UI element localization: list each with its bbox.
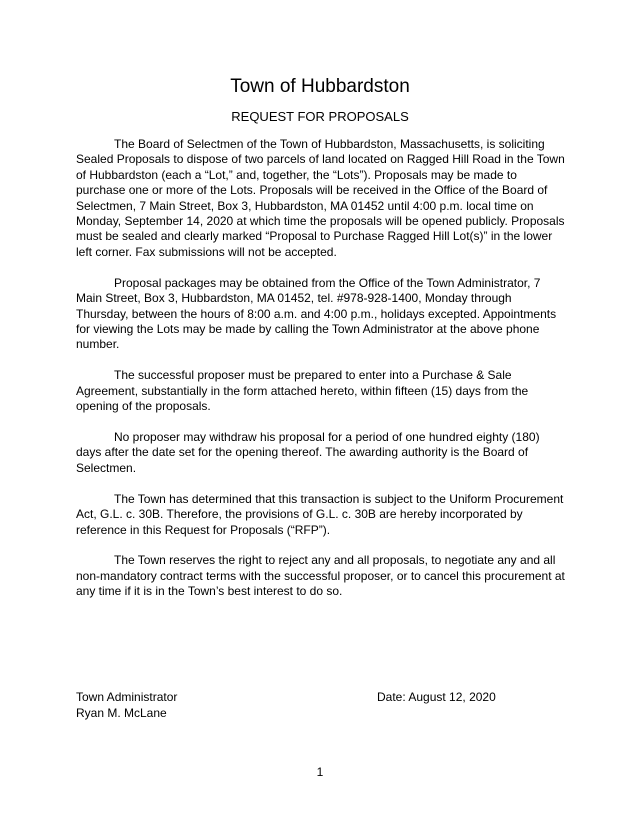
document-subtitle: REQUEST FOR PROPOSALS: [231, 109, 409, 124]
paragraph-reservation-of-rights: The Town reserves the right to reject any and all proposals, to negotiate any and all non-mandatory contract terms with the successful proposer, or to cancel this procurement at any time if it is in the Town’s best interest to do so.: [76, 553, 565, 599]
paragraph-withdrawal: No proposer may withdraw his proposal for a period of one hundred eighty (180) days after the date set for the opening thereof. The awarding authority is the Board of Selectmen.: [76, 430, 540, 475]
page-number: 1: [316, 765, 324, 779]
document-title: Town of Hubbardston: [230, 76, 410, 97]
paragraph-procurement-act: The Town has determined that this transaction is subject to the Uniform Procurement Act, G.L. c. 30B. Therefore, the provisions of G.L. c. 30B are hereby incorporated by reference in this Request for Proposals (“RFP”).: [76, 491, 564, 537]
paragraph-solicitation: The Board of Selectmen of the Town of Hubbardston, Massachusetts, is soliciting Sealed Proposals to dispose of two parcels of land located on Ragged Hill Road in the Town of Hubbardston (each a “Lot,” and, together, the “Lots”). Proposals may be made to purchase one or more of the Lots. Proposals will be received in the Office of the Board of Selectmen, 7 Main Street, Box 3, Hubbardston, MA 01452 until 4:00 p.m. local time on Monday, September 14, 2020 at which time the proposals will be opened publicly. Proposals must be sealed and clearly marked “Proposal to Purchase Ragged Hill Lot(s)” in the lower left corner. Fax submissions will not be accepted.: [76, 137, 565, 259]
paragraph-proposal-packages: Proposal packages may be obtained from the Office of the Town Administrator, 7 Main Street, Box 3, Hubbardston, MA 01452, tel. #978-928-1400, Monday through Thursday, between the hours of 8:00 a.m. and 4:00 p.m., holidays excepted. Appointments for viewing the Lots may be made by calling the Town Administrator at the above phone number.: [76, 275, 557, 352]
paragraph-purchase-agreement: The successful proposer must be prepared to enter into a Purchase & Sale Agreement, substantially in the form attached hereto, within fifteen (15) days from the opening of the proposals.: [76, 368, 529, 414]
signature-name: Ryan M. McLane: [76, 706, 167, 720]
signature-block: [76, 689, 177, 721]
signature-role: Town Administrator: [76, 690, 178, 704]
document-body: [76, 137, 566, 615]
signature-date: Date: August 12, 2020: [377, 690, 496, 704]
